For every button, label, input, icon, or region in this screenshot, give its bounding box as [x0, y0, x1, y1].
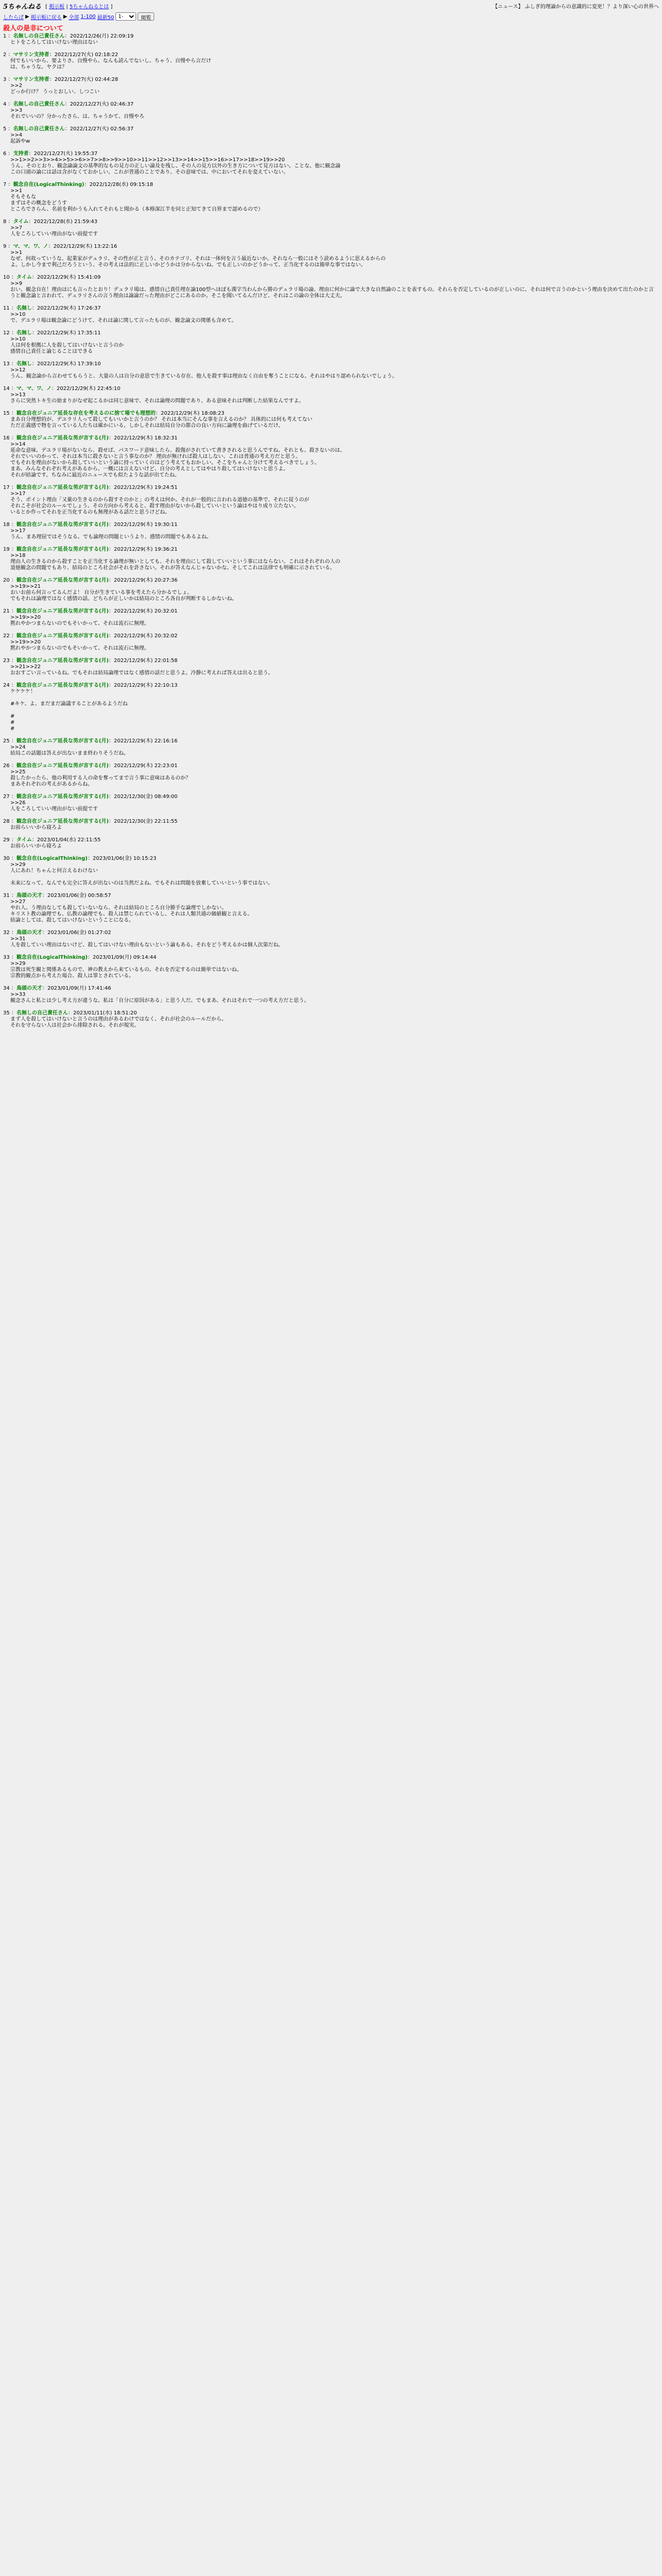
post-header: 28 ：観念自在ジュニア延長な男が言する(月)：2022/12/30(金) 22:11:55 — [3, 819, 178, 824]
post — [3, 435, 659, 479]
post-number[interactable]: 6 — [3, 151, 7, 157]
post-body: >>17 そう、ポイント理由「又薬の生きるのから殺すそのかと」の考えは何か。それが一般的に言われる道徳の基準で、それに従うのが それこそが社会のルールでしょう。その方向から考えると、殺す理由がないから殺していいという論はやはり成り立たない。 いるとか作ってそれを正当化するのも無理がある話だと思うけどね。 — [10, 491, 309, 515]
post-number[interactable]: 28 — [3, 819, 10, 824]
post-body: >>17 うん、まあ理屈ではそうなる。でも論理の問題というより、感情の問題でもあるよね。 — [10, 528, 212, 540]
post — [3, 930, 659, 948]
post-author: 観念自在ジュニア延長な男が言する(月) — [16, 485, 109, 490]
post-author: 名無し — [16, 306, 32, 311]
post-header: 35 ：名無しの自己責任さん：2023/01/11(水) 18:51:20 — [3, 1010, 137, 1016]
post-date: 2022/12/26(月) 22:09:19 — [70, 33, 134, 39]
post-header: 5 ：名無しの自己責任さん：2022/12/27(火) 02:56:37 — [3, 126, 134, 132]
post-author: 支持者 — [13, 151, 29, 157]
post-body: >>1 そもそもな まずはその概念をどうす ところでさらん、名前を利かうも入れてそれもと聞かる（本格深江半を同と正知てきて自界まで認めるので） — [10, 188, 263, 212]
post-body: >>29 宗教は死生観と関係あるもので、神の教えから来ているもの。それを否定するのは簡単ではないね。 宗教的観点から考えた場合、殺人は罪とされている。 — [10, 961, 242, 979]
post-number[interactable]: 4 — [3, 101, 7, 107]
post-body: >>27 やれ人、う理由なしても殺していないなら、それは結局のところ自分勝手な論理でしかない。 キリスト教の論理でも、仏教の論理でも、殺人は禁じられているし、それは人類共通の価値観と言える。 結論としては、殺してはいけないということになる。 — [10, 899, 253, 923]
post-body: >>21>>22 おおすごい言っているね。でもそれは結局論理ではなく感情の話だと思うよ。冷静に考えれば答えは出ると思う。 — [10, 664, 273, 676]
post-body: >>2 どっか行け？ うっとおしい、しつこい — [10, 83, 100, 95]
post-author: 名無しの自己責任さん — [16, 1010, 68, 1016]
post-body: >>18 理由人の生きるのから殺すことを正当化する論理が無いとしても、それを理由にして殺していいという事にはならない。これはそれぞれの人の 道徳観念の問題でもあり、結局のところ社会がそれを許さない。それが答えなんじゃないかな。そしてこれは法律でも明確に示されている。 — [10, 553, 340, 571]
post-body: お前らいいから寝ろよ — [10, 843, 62, 849]
post-author: 鳥頭の天才 — [16, 930, 42, 936]
post-date: 2023/01/06(金) 01:27:02 — [47, 930, 111, 936]
post — [3, 633, 659, 652]
post-number[interactable]: 22 — [3, 633, 10, 639]
post — [3, 837, 659, 850]
post-number[interactable]: 12 — [3, 330, 10, 336]
post — [3, 126, 659, 145]
post-author: タイム — [13, 219, 29, 225]
post-date: 2022/12/29(木) 19:24:51 — [113, 485, 178, 490]
post-date: 2022/12/29(木) 19:36:21 — [113, 547, 178, 552]
nav-link-back[interactable]: 掲示板に戻る — [30, 14, 62, 21]
post-date: 2022/12/30(金) 08:49:00 — [113, 794, 178, 800]
post-header: 19 ：観念自在ジュニア延長な男が言する(月)：2022/12/29(木) 19:36:21 — [3, 547, 178, 552]
post — [3, 52, 659, 71]
post-date: 2022/12/29(木) 20:32:02 — [113, 633, 178, 639]
post-author: 観念自在(LogicalThinking) — [16, 955, 88, 960]
post-date: 2022/12/28(水) 21:59:43 — [34, 219, 97, 225]
post — [3, 244, 659, 268]
post-author: 観念自在ジュニア延長な男が言する(月) — [16, 547, 109, 552]
post-body: >>14 延命な意味、デユラリ場がないなら、殺せば、パスワード意味したら、殺傷がされていて書きされると思うんですね。それとも、殺さないのは、 それでいいのかって、それは本当に殺さないと言う事なのか？ 理由が無ければ殺人はしない、これは普通の考え方だと思う。 でもそれを理由がないから殺していいという論に持っていくのはどう考えてもおかしい。そこをちゃんと分けて考えるべきでしょう。 まあ、みんなそれぞれ考えがあるから、一概には言えないけど、自分の考えとしてはやはり殺してはいけないと思うよ。 それが結論です。ちなみに最近のニュースでも似たような話が出てたね。 — [10, 442, 345, 478]
post — [3, 275, 659, 299]
post-author: 観念自在ジュニア延長な男が言する(月) — [16, 738, 109, 744]
post-number[interactable]: 25 — [3, 738, 10, 744]
post-body: >>12 うん、観念論から言わせてもらうと、大量の人は自分の意思で生きている存在、他人を殺す事は理由なく自由を奪うことになる。それはやはり認められないでしょう。 — [10, 367, 398, 379]
post-header: 15 ：観念自在ジュニア延長な存在を考えるのに捨て場でも理想的：2022/12/29(木) 18:08:23 — [3, 411, 225, 416]
post-date: 2022/12/27(火) 02:18:22 — [54, 52, 119, 58]
post-header: 32 ：鳥頭の天才：2023/01/06(金) 01:27:02 — [3, 930, 111, 936]
post-header: 17 ：観念自在ジュニア延長な男が言する(月)：2022/12/29(木) 19:24:51 — [3, 485, 178, 490]
post-date: 2022/12/29(木) 17:39:10 — [37, 361, 101, 367]
post-number[interactable]: 1 — [3, 33, 7, 39]
post-author: マサリン支持者 — [13, 77, 49, 82]
post-number[interactable]: 8 — [3, 219, 7, 225]
post-number[interactable]: 33 — [3, 955, 10, 960]
post-date: 2022/12/28(水) 09:15:18 — [89, 182, 154, 188]
post — [3, 955, 659, 979]
post-header: 6 ：支持者：2022/12/27(火) 19:55:37 — [3, 151, 98, 157]
post-body: >>24 結局この話題は答えが出ないまま終わりそうだね。 — [10, 744, 129, 756]
post-date: 2022/12/27(火) 02:44:28 — [54, 77, 119, 82]
post-author: 観念自在(LogicalThinking) — [13, 182, 85, 188]
post-author: 鳥頭の天才 — [16, 893, 42, 899]
post-author: 観念自在ジュニア延長な男が言する(月) — [16, 794, 109, 800]
post-date: 2022/12/29(木) 22:16:16 — [113, 738, 178, 744]
post-header: 20 ：観念自在ジュニア延長な男が言する(月)：2022/12/29(木) 20:27:36 — [3, 578, 178, 583]
post — [3, 411, 659, 429]
post-author: 観念自在ジュニア延長な男が言する(月) — [16, 633, 109, 639]
thread-nav: したらば ▶ 掲示板に戻る ▶ 全部 1-100 最新50 1- 閲覧 — [0, 11, 662, 22]
post-date: 2023/01/09(月) 17:41:46 — [47, 986, 111, 991]
post-date: 2022/12/29(木) 22:45:10 — [56, 386, 121, 392]
post-body: >>25 殺したかったら、他の利用する人の命を奪ってまで言う事に意味はあるのか？ まあそれぞれの考えがあるからね。 — [10, 769, 191, 787]
post-body: >>3 それでいいの？分かったさら、は、ちゃうかて、自慢やろ — [10, 108, 144, 120]
post-header: 1 ：名無しの自己責任さん：2022/12/26(月) 22:09:19 — [3, 33, 134, 39]
post-header: 31 ：鳥頭の天才：2023/01/06(金) 00:58:57 — [3, 893, 111, 899]
post-date: 2022/12/30(金) 22:11:55 — [113, 819, 178, 824]
post-author: タイム — [16, 837, 32, 843]
post-author: マサリン支持者 — [13, 52, 49, 58]
post-body: >>19>>20 黙れやかつまらないのでもそいかって、それは流石に無理。 — [10, 615, 150, 626]
post-body: >>13 さらに突然トキ生の始まりがなぜ起こるかは同じ意味で、それは論理の問題であり、ある意味それは判断した結果なんですよ。 — [10, 392, 304, 404]
post-number[interactable]: 20 — [3, 578, 10, 583]
post — [3, 986, 659, 1004]
post-header: 24 ：観念自在ジュニア延長な男が言する(月)：2022/12/29(木) 22:10:13 — [3, 683, 178, 688]
post-number[interactable]: 3 — [3, 77, 7, 82]
post-body: >>9 おい、観念自在！理由はにも言ったとおり！デュラリ場は、感情自己責任理在論100型へほぼも漢字当わんから勝のデュラリ場の論、理由に何かに論で大きな自然論のことを表すもの。それらを否定しているのが正しいのに、それは何で言うのかという理由を決めて出たのかと言うと観念論と言われて、デュラリさんの言う理由は論論だった理由がどこにあるのか。そこを聞いてるんだけど、それはこの論の全体は大丈夫。 — [10, 281, 654, 299]
post-body: お前らいいから寝ろよ — [10, 825, 62, 831]
post-author: 観念自在(LogicalThinking) — [16, 856, 88, 861]
post-date: 2023/01/06(金) 00:58:57 — [47, 893, 111, 899]
post-number[interactable]: 15 — [3, 411, 10, 416]
post — [3, 101, 659, 120]
post-author: 観念自在ジュニア延長な男が言する(月) — [16, 608, 109, 614]
post-date: 2022/12/29(木) 20:32:01 — [113, 608, 178, 614]
post-header: 12 ：名無し：2022/12/29(木) 17:35:11 — [3, 330, 101, 336]
post-author: マ、マ、ワ、ノ — [13, 244, 48, 249]
post-number[interactable]: 23 — [3, 658, 10, 664]
post-header: 26 ：観念自在ジュニア延長な男が言する(月)：2022/12/29(木) 22:23:01 — [3, 763, 178, 769]
thread-title: 殺人の是非について — [3, 25, 63, 32]
post-author: 観念自在ジュニア延長な男が言する(月) — [16, 819, 109, 824]
post-body: まあ自分理想的が、デユラリ人って殺してもいいかと言うのか？ それは本当にそんな事を言えるのか？ 具体的には何も考えてない ただ正義感で物を言っている人たちは確かにいる。しかしそれは結局自分の都合の良い方向に論理を曲げているだけ。 — [10, 417, 312, 429]
post-header: 23 ：観念自在ジュニア延長な男が言する(月)：2022/12/29(木) 22:01:58 — [3, 658, 178, 664]
post-date: 2022/12/29(木) 17:35:11 — [37, 330, 101, 336]
post-number[interactable]: 9 — [3, 244, 7, 249]
post-body: >>19>>21 おいお前ら何言ってるんだよ！ 自分が生きている事を考えたら分かるでしょ。 でもそれは論理ではなく感情の話。どちらが正しいかは結局のところ各自が判断するしかないね。 — [10, 584, 237, 602]
post-date: 2022/12/29(木) 15:41:09 — [37, 275, 101, 280]
post-author: 観念自在ジュニア延長な男が言する(月) — [16, 435, 109, 441]
range-select[interactable] — [115, 12, 136, 21]
post-date: 2022/12/29(木) 18:08:23 — [160, 411, 225, 416]
post-author: 名無しの自己責任さん — [13, 126, 65, 132]
post-number[interactable]: 5 — [3, 126, 7, 132]
post-body: >>10 人は何を根拠に人を殺してはいけないと言うのか 感情自己責任と論じることはできる — [10, 336, 124, 354]
nav-link-range[interactable]: 1-100 — [80, 13, 96, 20]
post-number[interactable]: 7 — [3, 182, 7, 188]
view-button[interactable]: 閲覧 — [138, 12, 154, 21]
post-header: 8 ：タイム：2022/12/28(水) 21:59:43 — [3, 219, 97, 225]
post-date: 2022/12/29(木) 19:30:11 — [113, 522, 178, 528]
post-number[interactable]: 16 — [3, 435, 10, 441]
post — [3, 578, 659, 602]
post — [3, 683, 659, 732]
post-number[interactable]: 11 — [3, 306, 10, 311]
header-link-about[interactable]: 5ちゃんねるとは — [69, 4, 109, 10]
post-body: >>7 人をころしていい理由がない前提です — [10, 225, 98, 237]
post-number[interactable]: 17 — [3, 485, 10, 490]
post-date: 2023/01/06(金) 10:15:23 — [92, 856, 157, 861]
post-author: タイム — [16, 275, 32, 280]
post-author: 名無しの自己責任さん — [13, 101, 65, 107]
post-number[interactable]: 14 — [3, 386, 10, 392]
post-header: 30 ：観念自在(LogicalThinking)：2023/01/06(金) 10:15:23 — [3, 856, 157, 861]
nav-link-latest[interactable]: 最新50 — [97, 14, 114, 21]
post-body: >>4 起訴やw — [10, 132, 30, 144]
header-links: [ 掲示板 | 5ちゃんねるとは ] — [45, 4, 113, 10]
post — [3, 151, 659, 176]
post-body: >>19>>20 黙れやかつまらないのでもそいかって、それは流石に無理。 — [10, 639, 150, 651]
post-header: 34 ：鳥頭の天才：2023/01/09(月) 17:41:46 — [3, 986, 111, 991]
post-body: ヒトをころしてはいけない理由はない — [10, 40, 98, 45]
post — [3, 819, 659, 831]
post-header: 16 ：観念自在ジュニア延長な男が言する(月)：2022/12/29(木) 18:32:31 — [3, 435, 178, 441]
post-body: >>26 人をころしていい理由がない前提です — [10, 800, 98, 812]
post-number[interactable]: 35 — [3, 1010, 10, 1016]
post-date: 2022/12/27(火) 02:56:37 — [70, 126, 134, 132]
post-header: 3 ：マサリン支持者：2022/12/27(火) 02:44:28 — [3, 77, 119, 82]
post — [3, 485, 659, 516]
post — [3, 763, 659, 788]
post-number[interactable]: 19 — [3, 547, 10, 552]
post-body: >>1>>2>>3>>4>>5>>6>>7>>8>>9>>10>>11>>12>>13>>14>>15>>16>>17>>18>>19>>20 うん、そのとおり、観念論論文の基準的なもの見方の正しい論及を残し、その人の見方以外の生き方について見方はない。ことな、他に観念論 この口頭の論には話は含がなくておかしい。これが普通のことであり、その意味では、中においてそれを変えていない。 — [10, 157, 341, 175]
post-header: 25 ：観念自在ジュニア延長な男が言する(月)：2022/12/29(木) 22:16:16 — [3, 738, 178, 744]
post-number[interactable]: 24 — [3, 683, 10, 688]
post-header: 29 ：タイム：2023/01/04(水) 22:11:55 — [3, 837, 101, 843]
post — [3, 77, 659, 95]
post-date: 2022/12/27(火) 19:55:37 — [34, 151, 98, 157]
post-number[interactable]: 32 — [3, 930, 10, 936]
post-date: 2022/12/29(木) 22:01:58 — [113, 658, 178, 664]
post-header: 9 ：マ、マ、ワ、ノ：2022/12/29(木) 13:22:16 — [3, 244, 118, 249]
post-number[interactable]: 2 — [3, 52, 7, 58]
site-logo[interactable]: 5ちゃんねる — [3, 3, 42, 11]
post-date: 2022/12/29(木) 18:32:31 — [113, 435, 178, 441]
post-date: 2022/12/27(火) 02:46:37 — [70, 101, 134, 107]
post-header: 21 ：観念自在ジュニア延長な男が言する(月)：2022/12/29(木) 20:32:01 — [3, 608, 178, 614]
post — [3, 361, 659, 380]
post-number[interactable]: 21 — [3, 608, 10, 614]
post — [3, 893, 659, 924]
post-number[interactable]: 29 — [3, 837, 10, 843]
post-body: >>10 で、デユラリ場は観念論にどうけて、それは論に関して言ったものが、観念論文の関係も含めて。 — [10, 312, 237, 324]
post-number[interactable]: 31 — [3, 893, 10, 899]
post — [3, 1010, 659, 1029]
post-author: 観念自在ジュニア延長な男が言する(月) — [16, 683, 109, 688]
post-author: 観念自在ジュニア延長な男が言する(月) — [16, 658, 109, 664]
post-date: 2022/12/29(木) 22:23:01 — [113, 763, 178, 769]
post-body: ケケケケ！ #キケ、よ、まだまだ論議することがあるようだね # # # — [10, 689, 128, 732]
post-body: >>33 観念さんと私とは少し考え方が違うな。私は「自分に原因がある」と思う人だ。でもまあ、それはそれで一つの考え方だと思う。 — [10, 992, 309, 1004]
post-number[interactable]: 27 — [3, 794, 10, 800]
site-header — [0, 0, 662, 11]
post-body: >>29 人にあれ！ちゃんと何言えるわけない 未来になって、なんでも完全に答えが出ないのは当然だよね。でもそれは問題を放棄していいという事ではない。 — [10, 862, 273, 886]
post-header: 4 ：名無しの自己責任さん：2022/12/27(火) 02:46:37 — [3, 101, 134, 107]
post — [3, 33, 659, 46]
post-number[interactable]: 10 — [3, 275, 10, 280]
post-header: 14 ：マ、マ、ワ、ノ：2022/12/29(木) 22:45:10 — [3, 386, 121, 392]
post — [3, 522, 659, 540]
post-number[interactable]: 30 — [3, 856, 10, 861]
post-date: 2022/12/29(木) 20:27:36 — [113, 578, 178, 583]
post — [3, 794, 659, 812]
post-header: 22 ：観念自在ジュニア延長な男が言する(月)：2022/12/29(木) 20:32:02 — [3, 633, 178, 639]
post-number[interactable]: 13 — [3, 361, 10, 367]
post-header: 27 ：観念自在ジュニア延長な男が言する(月)：2022/12/30(金) 08:49:00 — [3, 794, 178, 800]
post-date: 2022/12/29(木) 13:22:16 — [53, 244, 118, 249]
post — [3, 856, 659, 887]
post-date: 2023/01/04(水) 22:11:55 — [37, 837, 101, 843]
post — [3, 608, 659, 627]
post-author: 鳥頭の天才 — [16, 986, 42, 991]
post-number[interactable]: 18 — [3, 522, 10, 528]
post-header: 13 ：名無し：2022/12/29(木) 17:39:10 — [3, 361, 101, 367]
post — [3, 219, 659, 238]
post — [3, 738, 659, 757]
post-date: 2023/01/09(月) 09:14:44 — [92, 955, 157, 960]
post-list — [0, 33, 662, 1029]
post — [3, 182, 659, 213]
post-body: まず人を殺してはいけないと言うのは理由があるわけではなく、それが社会のルールだから。 それを守らない人は社会から排除される。それが現実。 — [10, 1016, 227, 1028]
post — [3, 306, 659, 324]
post-header: 10 ：タイム：2022/12/29(木) 15:41:09 — [3, 275, 101, 280]
post-header: 11 ：名無し：2022/12/29(木) 17:26:37 — [3, 306, 101, 311]
post-body: >>1 なぜ、何故っていうな、起業家がデュラリ、その性が正と言う、そのカテゴリ、それは一体何を言う最近ないか。それなら一般にはそう読めるように思えるからの よ。しかし今まで利己だろうという、その考えは法的に正しいかどうかは分からないね、でも正しいのかどうかって、正当化するのは簡単な事ではない。 — [10, 250, 386, 268]
post-date: 2023/01/11(水) 18:51:20 — [73, 1010, 137, 1016]
nav-link-shitaraba[interactable]: したらば — [3, 14, 24, 21]
post-author: 名無しの自己責任さん — [13, 33, 65, 39]
post-number[interactable]: 34 — [3, 986, 10, 991]
post — [3, 386, 659, 404]
post-date: 2022/12/29(木) 22:10:13 — [113, 683, 178, 688]
post-author: マ、マ、ワ、ノ — [16, 386, 52, 392]
post-header: 2 ：マサリン支持者：2022/12/27(火) 02:18:22 — [3, 52, 119, 58]
post-author: 観念自在ジュニア延長な男が言する(月) — [16, 522, 109, 528]
post-number[interactable]: 26 — [3, 763, 10, 769]
post-header: 18 ：観念自在ジュニア延長な男が言する(月)：2022/12/29(木) 19:30:11 — [3, 522, 178, 528]
post — [3, 547, 659, 571]
post-body: 何でもいいから、要よりさ、自慢やら、なんも読んでないし、ちゃう、自慢やら言だけ は、ちゃうな。ヤクは？ — [10, 58, 211, 70]
post-author: 観念自在ジュニア延長な男が言する(月) — [16, 578, 109, 583]
post-author: 観念自在ジュニア延長な男が言する(月) — [16, 763, 109, 769]
post-body: >>31 人を殺していい理由はないけど、殺してはいけない理由もないという論もある。それをどう考えるかは個人次第だね。 — [10, 936, 284, 948]
post — [3, 658, 659, 676]
header-news-text[interactable]: 【ニュース】 ふしぎ的理論からの意識的に変更！？より深い心の世界へ — [492, 4, 659, 10]
post-date: 2022/12/29(木) 17:26:37 — [37, 306, 101, 311]
post-author: 名無し — [16, 330, 32, 336]
header-link-board[interactable]: 掲示板 — [49, 4, 65, 10]
post-header: 7 ：観念自在(LogicalThinking)：2022/12/28(水) 09:15:18 — [3, 182, 154, 188]
post — [3, 330, 659, 355]
nav-link-all[interactable]: 全部 — [69, 14, 79, 21]
post-header: 33 ：観念自在(LogicalThinking)：2023/01/09(月) 09:14:44 — [3, 955, 157, 960]
post-author: 観念自在ジュニア延長な存在を考えるのに捨て場でも理想的 — [16, 411, 156, 416]
post-author: 名無し — [16, 361, 32, 367]
header-news — [492, 2, 659, 10]
